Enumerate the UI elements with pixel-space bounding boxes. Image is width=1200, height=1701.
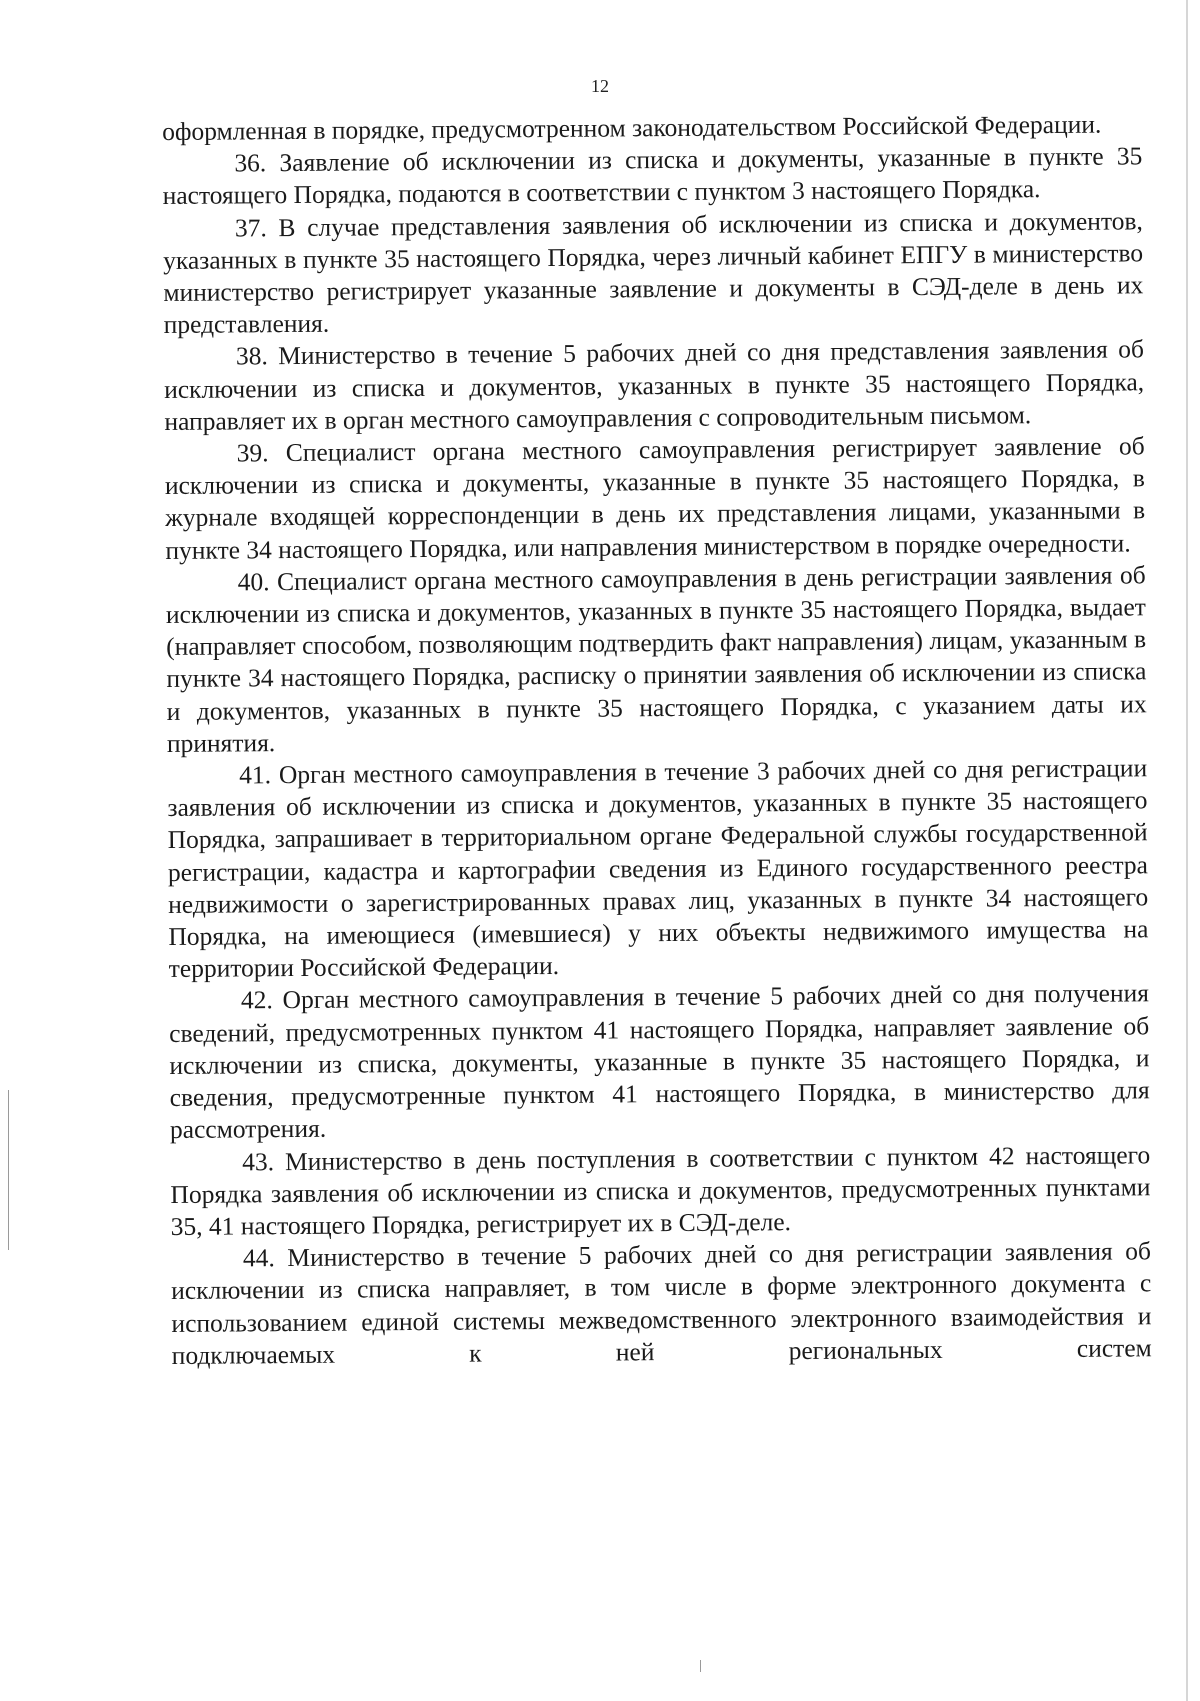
paragraph-43: 43. Министерство в день поступления в соответствии с пунктом 42 настоящего Порядка заявления об исключении из списка и документов, предусмотренных пунктами 35, 41 настоящего Порядка, регистрирует их в СЭД-деле.: [170, 1139, 1151, 1241]
paragraph-42: 42. Орган местного самоуправления в течение 5 рабочих дней со дня получения сведений, предусмотренных пунктом 41 настоящего Порядка, направляет заявление об исключении из списка, документы, указанные в пункте 35 настоящего Порядка, и сведения, предусмотренные пунктом 41 настоящего Порядка, в министерство для рассмотрения.: [169, 978, 1150, 1145]
paragraph-44: 44. Министерство в течение 5 рабочих дней со дня регистрации заявления об исключении из списка направляет, в том числе в форме электронного документа с использованием единой системы межведомственного электронного взаимодействия и подключаемых к ней региональных систем: [171, 1236, 1152, 1370]
page-number: 12: [591, 76, 609, 96]
document-body: [162, 108, 1152, 1372]
scan-edge-line: [1186, 0, 1188, 1701]
paragraph-continuation: оформленная в порядке, предусмотренном законодательством Российской Федерации.: [162, 109, 1102, 146]
paragraph-38: 38. Министерство в течение 5 рабочих дней со дня представления заявления об исключении из списка и документов, указанных в пункте 35 настоящего Порядка, направляет их в орган местного самоуправления с сопроводительным письмом.: [164, 334, 1145, 436]
scan-bottom-mark: [700, 1660, 701, 1672]
paragraph-41: 41. Орган местного самоуправления в течение 3 рабочих дней со дня регистрации заявления об исключении из списка и документов, указанных в пункте 35 настоящего Порядка, запрашивает в территориальном органе Федеральной службы государственной регистрации, кадастра и картографии сведения из Единого государственного реестра недвижимости о зарегистрированных правах лиц, указанных в пункте 34 настоящего Порядка, на имеющиеся (имевшиеся) у них объекты недвижимого имущества на территории Российской Федерации.: [167, 753, 1149, 984]
paragraph-37: 37. В случае представления заявления об исключении из списка и документов, указанных в пункте 35 настоящего Порядка, через личный кабинет ЕПГУ в министерство министерство регистрирует указанные заявление и документы в СЭД-деле в день их представления.: [163, 205, 1144, 340]
paragraph-39: 39. Специалист органа местного самоуправления регистрирует заявление об исключении из списка и документы, указанные в пункте 35 настоящего Порядка, в журнале входящей корреспонденции в день их представления лицами, указанными в пункте 34 настоящего Порядка, или направления министерством в порядке очередности.: [164, 431, 1146, 565]
paragraph-40: 40. Специалист органа местного самоуправления в день регистрации заявления об исключении из списка и документов, указанных в пункте 35 настоящего Порядка, выдает (направляет способом, позволяющим подтвердить факт направления) лицам, указанным в пункте 34 настоящего Порядка, расписку о принятии заявления об исключении из списка и документов, указанных в пункте 35 настоящего Порядка, с указанием даты их принятия.: [165, 560, 1147, 758]
scan-margin-mark: [8, 1090, 9, 1250]
paragraph-36: 36. Заявление об исключении из списка и документы, указанные в пункте 35 настоящего Порядка, подаются в соответствии с пунктом 3 настоящего Порядка.: [162, 141, 1143, 211]
